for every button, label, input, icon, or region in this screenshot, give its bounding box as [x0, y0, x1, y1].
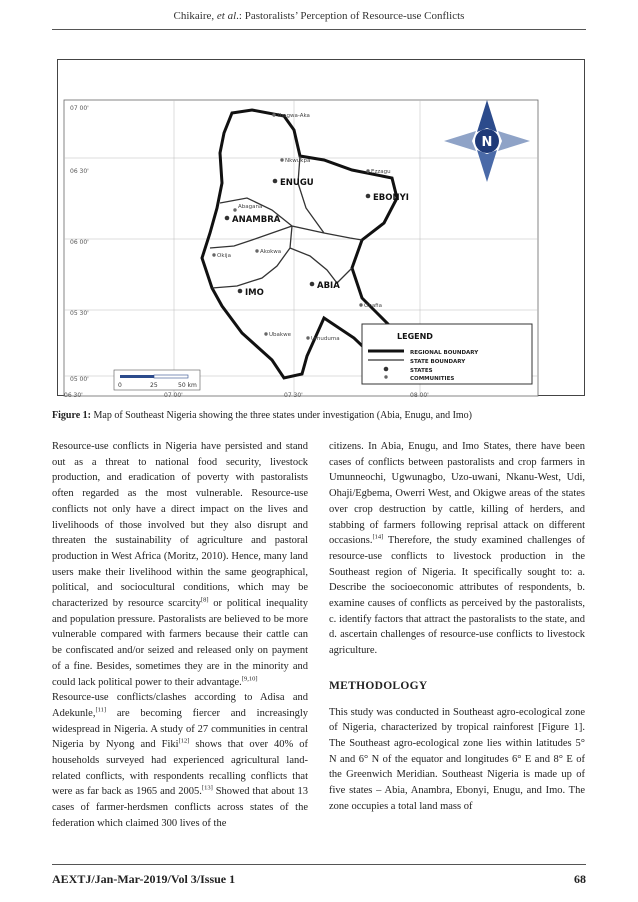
community-label-ibagwa-aka: Ibagwa-Aka: [278, 113, 310, 119]
southeast-nigeria-map: [62, 98, 540, 398]
lat-tick-3: 06 00': [70, 239, 89, 246]
running-head-authors: Chikaire,: [173, 10, 217, 22]
legend-item-states: STATES: [410, 368, 433, 374]
community-label-akokwa: Akokwa: [260, 249, 282, 255]
citation: [13]: [201, 784, 213, 792]
header-rule: [52, 29, 586, 30]
caption-label: Figure 1:: [52, 410, 91, 421]
state-label-enugu: ENUGU: [280, 178, 314, 188]
state-marker-imo: [238, 289, 243, 294]
methodology-paragraph: This study was conducted in Southeast agro-ecological zone of Nigeria, characterized by tropical rainforest [Figure 1]. The Southeast agro-ecological zone lies within latitudes 5° N and 6° N of the equator and longitudes 6° E and 8° E of the Greenwich Meridian. Southeast Nigeria is made up of five states – Abia, Anambra, Ebonyi, Enugu, and Imo. The zone occupies a total land mass of: [329, 706, 585, 812]
legend-title: LEGEND: [397, 332, 433, 341]
lon-tick-1: 06 30': [64, 392, 83, 398]
north-label: N: [481, 135, 493, 150]
community-marker-abagana: [233, 208, 236, 211]
caption-text: Map of Southeast Nigeria showing the three states under investigation (Abia, Enugu, and Imo): [90, 410, 473, 421]
citation: [8]: [200, 596, 209, 604]
lat-tick-4: 05 30': [70, 310, 89, 317]
running-head: [0, 10, 638, 22]
community-label-okija: Okija: [217, 253, 231, 259]
figure-caption: [52, 409, 586, 422]
citation: [9,10]: [241, 675, 258, 683]
methodology-heading: METHODOLOGY: [329, 679, 428, 692]
community-label-nkwukpa: Nkwukpa: [285, 158, 311, 164]
scale-label-50: 50 km: [178, 382, 197, 389]
running-head-etal: et al: [216, 10, 237, 22]
legend-swatch-communities: [384, 375, 387, 378]
lat-tick-2: 06 30': [70, 168, 89, 175]
footer-rule: [52, 864, 586, 865]
text-span: or political inequality and population pressure. Pastoralists are believed to be more vulnerable compared with farmers because their cattle can be confiscated and/or seized and released only on payment of a fine. Besides, sometimes they are in the minority and could lack political power to their advantage.: [52, 598, 308, 688]
left-column: [52, 439, 308, 832]
state-marker-enugu: [273, 179, 278, 184]
text-span: Resource-use conflicts/clashes according to Adisa and Adekunle,: [52, 692, 308, 719]
text-span: shows that over 40% of households surveyed had experienced agricultural land-related conflicts, with respondents recalling conflicts that were as far back as 1965 and 2005.: [52, 739, 309, 798]
right-column: [329, 439, 585, 814]
community-label-ezzagu: Ezzagu: [371, 169, 391, 175]
state-label-ebonyi: EBONYI: [373, 193, 409, 203]
community-label-umuduma: Umuduma: [311, 336, 340, 342]
lat-tick-1: 07 00': [70, 105, 89, 112]
scale-label-0: 0: [118, 382, 122, 389]
scale-label-25: 25: [150, 382, 158, 389]
community-label-ubakwe: Ubakwe: [269, 332, 291, 338]
scale-bar: [114, 370, 200, 390]
citation: [12]: [178, 737, 190, 745]
community-marker-okija: [212, 253, 215, 256]
citation: [11]: [95, 706, 107, 714]
state-marker-ebonyi: [366, 194, 371, 199]
community-marker-umuduma: [306, 336, 309, 339]
page-number: 68: [574, 872, 586, 886]
text-span: Therefore, the study examined challenges of resource-use conflicts to livestock production in the Southeast region of Nigeria. It specifically sought to: a. Describe the socioeconomic attributes of respondents, b. examine causes of conflicts as perceived by the pastoralists, c. identify factors that attract the pastoralists to the state, and d. ascertain challenges of resource-use conflicts to livestock agriculture.: [329, 535, 585, 657]
intro-paragraph-1: [52, 439, 308, 690]
state-marker-anambra: [225, 216, 230, 221]
lat-tick-5: 05 00': [70, 376, 89, 383]
legend-item-communities: COMMUNITIES: [410, 376, 455, 382]
intro-paragraph-2: [52, 690, 308, 831]
state-label-anambra: ANAMBRA: [232, 215, 281, 225]
intro-paragraph-3: [329, 439, 585, 659]
community-marker-akokwa: [255, 249, 258, 252]
community-label-abagana: Abagana: [238, 204, 263, 210]
running-head-title: .: Pastoralists’ Perception of Resource-use Conflicts: [236, 10, 465, 22]
community-marker-ubakwe: [264, 332, 267, 335]
community-marker-nkwukpa: [280, 158, 283, 161]
state-label-abia: ABIA: [317, 281, 340, 291]
citation: [14]: [372, 533, 384, 541]
text-span: Showed that about 13 cases of farmer-herdsmen conflicts across states of the federation which claimed 300 lives of the: [52, 786, 309, 829]
community-label-ohafia: Ohafia: [364, 303, 383, 309]
community-marker-ezzagu: [366, 169, 369, 172]
legend-swatch-states: [384, 367, 389, 372]
legend-item-state: STATE BOUNDARY: [410, 359, 466, 365]
lon-tick-3: 07 30': [284, 392, 303, 398]
state-label-imo: IMO: [245, 288, 264, 298]
map-legend: [362, 324, 532, 384]
community-marker-ohafia: [359, 303, 362, 306]
lon-tick-2: 07 00': [164, 392, 183, 398]
text-span: citizens. In Abia, Enugu, and Imo States, there have been cases of conflicts between pastoralists and crop farmers in Umunneochi, Ugwunagbo, Uzo-uwani, Nkanu-West, Udi, Ohaji/Egbema, Owerri West, and Okigwe areas of the states over crop destruction by cattle, killing of herders, and stabbing of farmers following reprisal attack on different occasions.: [329, 441, 585, 547]
text-span: are becoming fiercer and increasingly widespread in Nigeria. A study of 27 communities in central Nigeria by Nyong and Fiki: [52, 707, 308, 751]
text-span: Resource-use conflicts in Nigeria have persisted and stand out as a threat to national food security, livestock production, and eradication of poverty with pastoralists often regarded as the most vulnerable. Resource-use conflicts not only have a direct impact on the lives and livelihoods of those involved but they also disrupt and threaten the sustainability of agriculture and pastoral production in West Africa (Moritz, 2010). Hence, many land users make their livelihood within the same geographical, political, and sociocultural conditions, which may be characterized by resource scarcity: [52, 441, 308, 610]
community-marker-ibagwa-aka: [272, 113, 275, 116]
journal-footer: AEXTJ/Jan-Mar-2019/Vol 3/Issue 1: [52, 872, 236, 886]
state-marker-abia: [310, 282, 315, 287]
lon-tick-4: 08 00': [410, 392, 429, 398]
legend-item-regional: REGIONAL BOUNDARY: [410, 350, 479, 356]
